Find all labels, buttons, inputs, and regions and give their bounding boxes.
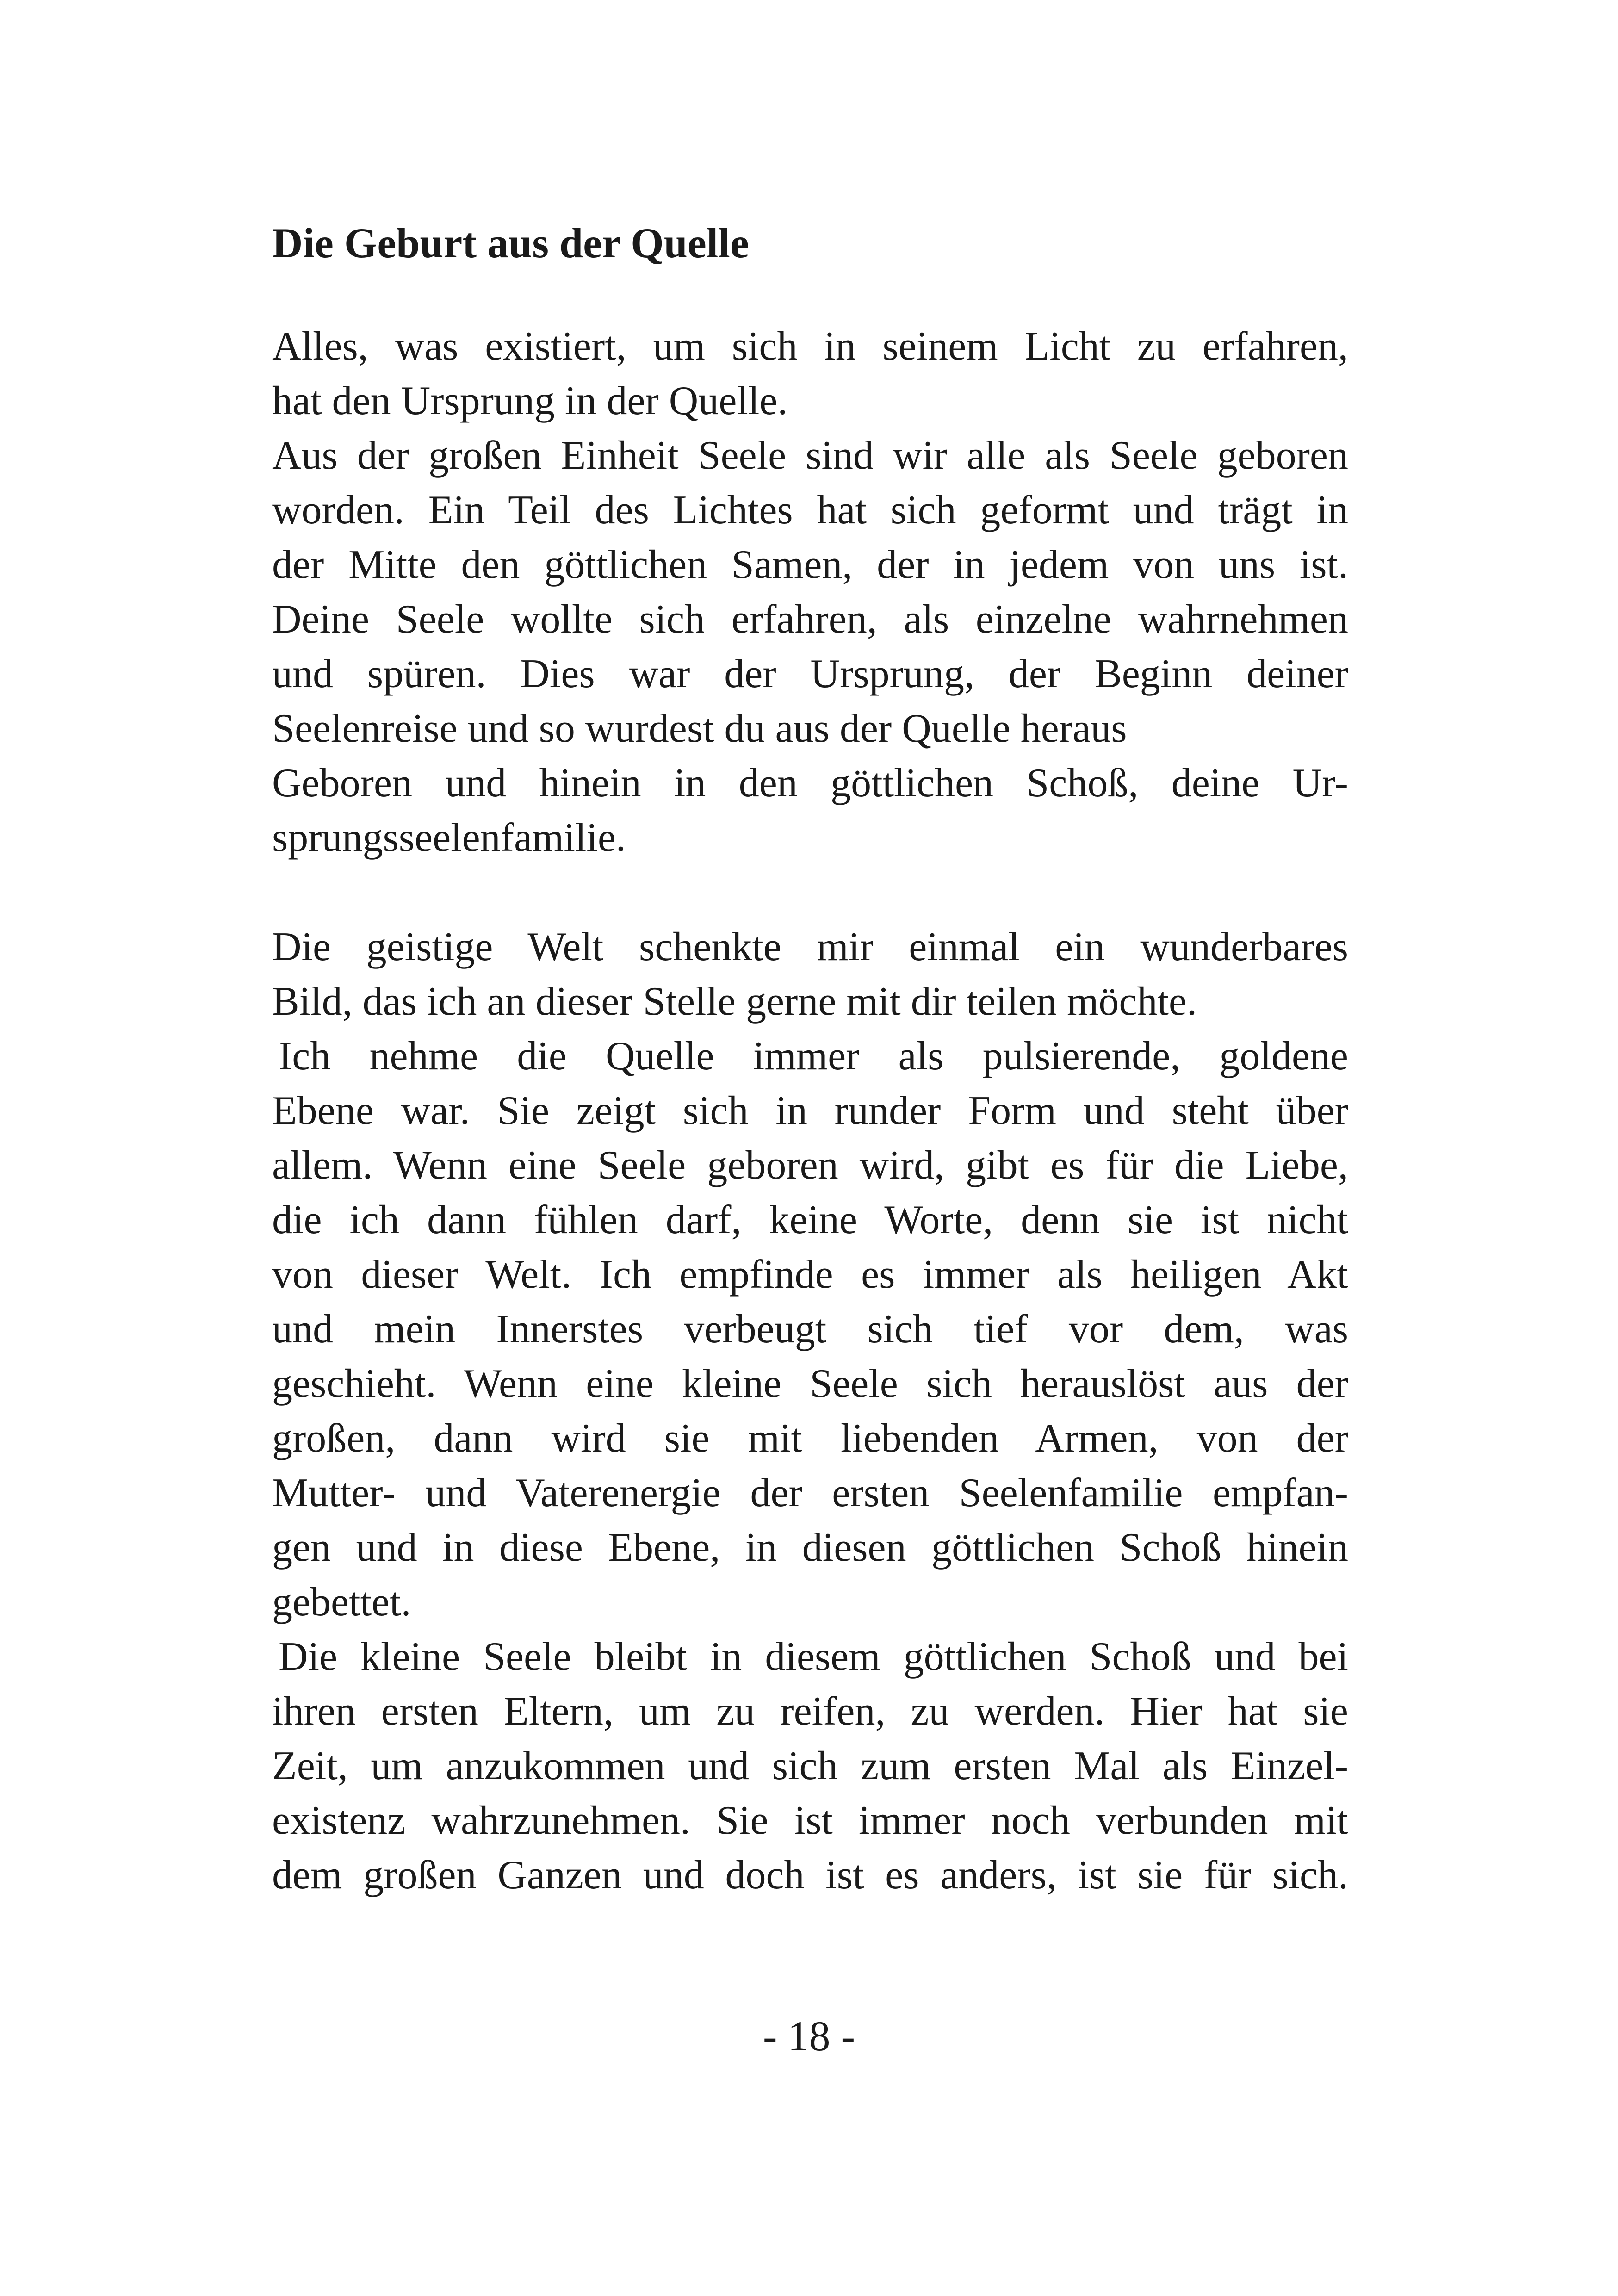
text-line: Die geistige Welt schenkte mir einmal ein wunderbares	[272, 925, 1348, 969]
text-line: Die kleine Seele bleibt in diesem göttlichen Schoß und bei	[279, 1634, 1348, 1679]
text-line: Ebene war. Sie zeigt sich in runder Form und steht über	[272, 1088, 1348, 1133]
text-line: Aus der großen Einheit Seele sind wir alle als Seele geboren	[272, 433, 1348, 478]
text-line: Mutter- und Vaterenergie der ersten Seelenfamilie empfan-	[272, 1471, 1348, 1515]
text-line: Zeit, um anzukommen und sich zum ersten Mal als Einzel-	[272, 1744, 1348, 1788]
text-line: existenz wahrzunehmen. Sie ist immer noch verbunden mit	[272, 1798, 1348, 1843]
text-line: worden. Ein Teil des Lichtes hat sich geformt und trägt in	[272, 488, 1348, 533]
text-line: gen und in diese Ebene, in diesen göttlichen Schoß hinein	[272, 1525, 1348, 1570]
text-line: hat den Ursprung in der Quelle.	[272, 379, 788, 423]
text-line: und mein Innerstes verbeugt sich tief vor dem, was	[272, 1307, 1348, 1352]
text-line: von dieser Welt. Ich empfinde es immer als heiligen Akt	[272, 1252, 1348, 1297]
text-line: ihren ersten Eltern, um zu reifen, zu werden. Hier hat sie	[272, 1689, 1348, 1734]
chapter-title: Die Geburt aus der Quelle	[272, 219, 749, 267]
text-line: Alles, was existiert, um sich in seinem Licht zu erfahren,	[272, 324, 1348, 369]
text-line: Seelenreise und so wurdest du aus der Quelle heraus	[272, 706, 1127, 751]
text-line: Geboren und hinein in den göttlichen Schoß, deine Ur-	[272, 761, 1348, 806]
body-text	[272, 319, 1348, 1903]
text-line: der Mitte den göttlichen Samen, der in jedem von uns ist.	[272, 542, 1348, 587]
text-line: sprungsseelenfamilie.	[272, 815, 626, 860]
text-line: Ich nehme die Quelle immer als pulsierende, goldene	[279, 1034, 1348, 1079]
paragraph-gap	[272, 865, 1348, 920]
page-number: - 18 -	[763, 2012, 855, 2060]
text-line: die ich dann fühlen darf, keine Worte, denn sie ist nicht	[272, 1198, 1348, 1242]
text-line: gebettet.	[272, 1580, 411, 1625]
text-line: und spüren. Dies war der Ursprung, der Beginn deiner	[272, 652, 1348, 696]
text-line: dem großen Ganzen und doch ist es anders, ist sie für sich.	[272, 1853, 1348, 1898]
text-line: Bild, das ich an dieser Stelle gerne mit dir teilen möchte.	[272, 979, 1197, 1024]
text-line: Deine Seele wollte sich erfahren, als einzelne wahrnehmen	[272, 597, 1348, 642]
text-line: großen, dann wird sie mit liebenden Armen, von der	[272, 1416, 1348, 1461]
text-line: allem. Wenn eine Seele geboren wird, gibt es für die Liebe,	[272, 1143, 1348, 1188]
text-line: geschieht. Wenn eine kleine Seele sich herauslöst aus der	[272, 1361, 1348, 1406]
